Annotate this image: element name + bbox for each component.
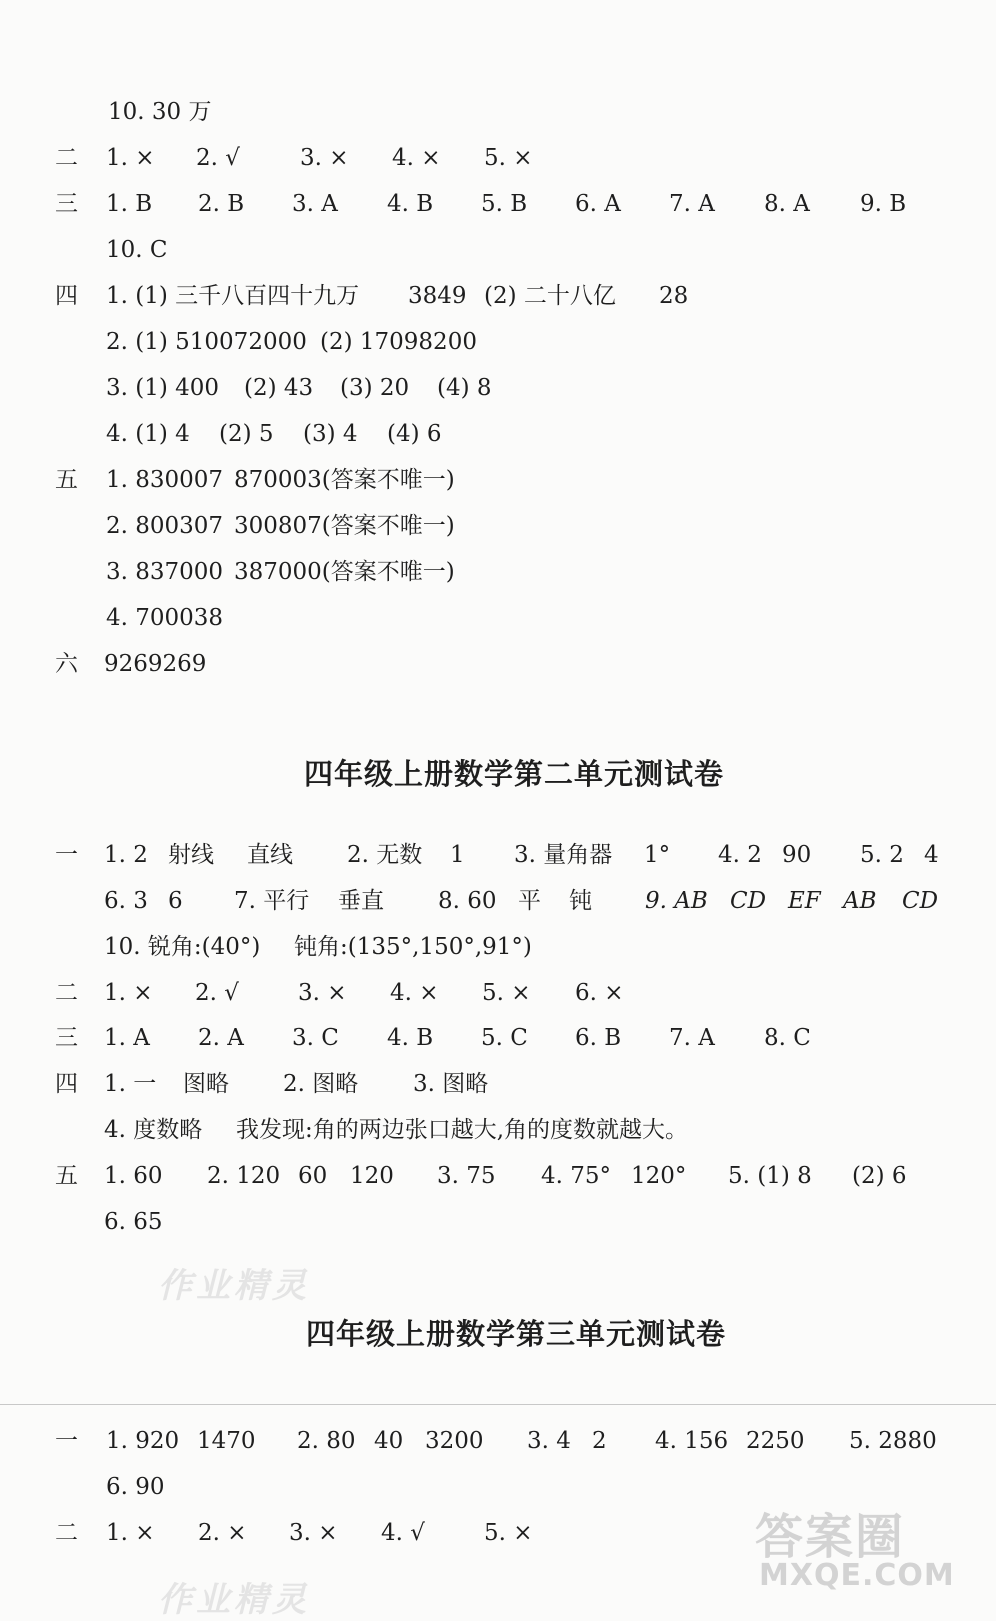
watermark-text: 作业精灵: [158, 1580, 310, 1620]
answer-item: 4. ×: [390, 980, 439, 1006]
answer-item: 6. A: [575, 191, 621, 217]
answer-item: 40: [374, 1428, 404, 1454]
answer-item: CD: [730, 888, 767, 914]
answer-item: 2. B: [198, 191, 245, 217]
answer-item: (3) 4: [303, 421, 358, 447]
answer-item: 3. 量角器: [514, 842, 613, 868]
answer-item: 3. (1) 400: [106, 375, 220, 401]
answer-item: 4. √: [381, 1520, 425, 1546]
answer-item: 8. C: [764, 1025, 811, 1051]
answer-item: (2) 二十八亿: [484, 283, 616, 309]
divider: [0, 1404, 996, 1405]
answer-item: 3200: [425, 1428, 484, 1454]
section-title: 四年级上册数学第二单元测试卷: [304, 757, 725, 791]
answer-item: 3. ×: [289, 1520, 338, 1546]
answer-item: 4: [924, 842, 939, 868]
answer-item: 9. B: [860, 191, 907, 217]
answer-item: 2. √: [195, 980, 239, 1006]
answer-item: 3. ×: [300, 145, 349, 171]
answer-item: (2) 43: [244, 375, 314, 401]
answer-item: 6. 65: [104, 1209, 163, 1235]
section-number: 二: [55, 980, 78, 1006]
answer-item: CD: [902, 888, 939, 914]
answer-item: 387000(答案不唯一): [234, 559, 455, 585]
answer-item: 3. ×: [298, 980, 347, 1006]
answer-item: 120: [350, 1163, 394, 1189]
answer-item: 2. A: [198, 1025, 244, 1051]
answer-item: 2. 无数: [347, 842, 423, 868]
answer-item: 3. C: [292, 1025, 339, 1051]
answer-item: 1. A: [104, 1025, 150, 1051]
answer-item: 120°: [631, 1163, 687, 1189]
answer-item: 1. 920: [106, 1428, 180, 1454]
answer-item: 2: [592, 1428, 607, 1454]
answer-item: 2. 800307: [106, 513, 224, 539]
section-number: 六: [55, 651, 78, 677]
answer-item: 1470: [197, 1428, 256, 1454]
answer-item: 7. A: [669, 191, 715, 217]
answer-item: 钝: [569, 888, 592, 914]
answer-item: 平: [518, 888, 541, 914]
answer-item: 5. ×: [482, 980, 531, 1006]
answer-item: 3. A: [292, 191, 338, 217]
answer-item: 8. A: [764, 191, 810, 217]
answer-item: 4. (1) 4: [106, 421, 190, 447]
answer-item: 3. 图略: [413, 1071, 489, 1097]
answer-item: 9269269: [104, 651, 207, 677]
answer-item: 6. 3: [104, 888, 148, 914]
answer-item: 4. 度数略: [104, 1117, 203, 1143]
section-number: 五: [55, 467, 78, 493]
answer-item: 1: [450, 842, 465, 868]
section-number: 三: [55, 191, 78, 217]
answer-item: 1. 一: [104, 1071, 157, 1097]
answer-item: 2. (1) 510072000: [106, 329, 307, 355]
answer-item: 1°: [644, 842, 671, 868]
answer-item: (3) 20: [340, 375, 410, 401]
answer-item: 1. 830007: [106, 467, 224, 493]
answer-item: 5. B: [481, 191, 528, 217]
answer-item: 5. ×: [484, 1520, 533, 1546]
answer-item: 直线: [247, 842, 293, 868]
answer-item: 4. 2: [718, 842, 762, 868]
answer-item: (2) 5: [219, 421, 274, 447]
section-number: 四: [55, 1071, 78, 1097]
answer-item: 7. A: [669, 1025, 715, 1051]
answer-item: 870003(答案不唯一): [234, 467, 455, 493]
answer-item: 6. ×: [575, 980, 624, 1006]
answer-item: 28: [659, 283, 689, 309]
answer-item: 射线: [168, 842, 214, 868]
answer-item: (2) 6: [852, 1163, 907, 1189]
answer-item: 4. ×: [392, 145, 441, 171]
watermark-logo-cn: 答案圈: [755, 1509, 906, 1565]
answer-item: 5. (1) 8: [728, 1163, 812, 1189]
answer-item: (2) 17098200: [320, 329, 477, 355]
section-number: 二: [55, 145, 78, 171]
answer-item: 7. 平行: [234, 888, 310, 914]
section-number: 二: [55, 1520, 78, 1546]
section-number: 一: [55, 1428, 78, 1454]
answer-item: 4. B: [387, 191, 434, 217]
answer-item: 2. 120: [207, 1163, 281, 1189]
section-number: 三: [55, 1025, 78, 1051]
answer-item: 1. ×: [104, 980, 153, 1006]
answer-item: 2. 80: [297, 1428, 356, 1454]
answer-item: 5. 2880: [849, 1428, 937, 1454]
answer-item: 1. (1) 三千八百四十九万: [106, 283, 360, 309]
answer-item: 5. ×: [484, 145, 533, 171]
watermark-logo-en: MXQE.COM: [759, 1558, 955, 1593]
answer-item: 1. 60: [104, 1163, 163, 1189]
answer-item: 钝角:(135°,150°,91°): [294, 934, 532, 960]
answer-item: 4. 75°: [541, 1163, 612, 1189]
answer-item: 4. B: [387, 1025, 434, 1051]
answer-item: 60: [298, 1163, 328, 1189]
section-number: 一: [55, 842, 78, 868]
answer-item: 1. ×: [106, 145, 155, 171]
section-number: 四: [55, 283, 78, 309]
answer-item: 10. 30 万: [108, 99, 212, 125]
answer-item: 9. AB: [645, 888, 708, 914]
section-number: 五: [55, 1163, 78, 1189]
answer-item: 5. C: [481, 1025, 528, 1051]
answer-item: 1. 2: [104, 842, 148, 868]
answer-item: 2. 图略: [283, 1071, 359, 1097]
answer-item: 90: [782, 842, 812, 868]
answer-item: 4. 156: [655, 1428, 729, 1454]
answer-item: 我发现:角的两边张口越大,角的度数就越大。: [236, 1117, 689, 1143]
answer-item: 6. B: [575, 1025, 622, 1051]
answer-item: 300807(答案不唯一): [234, 513, 455, 539]
answer-item: 5. 2: [860, 842, 904, 868]
answer-item: 3849: [408, 283, 467, 309]
answer-item: EF: [788, 888, 821, 914]
answer-item: 2. √: [196, 145, 240, 171]
answer-item: 3. 75: [437, 1163, 496, 1189]
section-title: 四年级上册数学第三单元测试卷: [306, 1317, 727, 1351]
answer-item: 4. 700038: [106, 605, 224, 631]
answer-item: (4) 6: [387, 421, 442, 447]
watermark-logo: [745, 1498, 993, 1598]
answer-item: 2250: [746, 1428, 805, 1454]
answer-item: 6: [168, 888, 183, 914]
answer-item: 10. C: [106, 237, 168, 263]
watermark-text: 作业精灵: [158, 1266, 310, 1306]
answer-item: 10. 锐角:(40°): [104, 934, 261, 960]
answer-item: 3. 4: [527, 1428, 571, 1454]
answer-item: 6. 90: [106, 1474, 165, 1500]
answer-item: 垂直: [338, 888, 384, 914]
answer-item: 1. ×: [106, 1520, 155, 1546]
answer-item: 图略: [183, 1071, 229, 1097]
answer-item: 1. B: [106, 191, 153, 217]
answer-item: AB: [843, 888, 877, 914]
answer-item: 8. 60: [438, 888, 497, 914]
answer-item: (4) 8: [437, 375, 492, 401]
answer-item: 3. 837000: [106, 559, 224, 585]
answer-item: 2. ×: [198, 1520, 247, 1546]
